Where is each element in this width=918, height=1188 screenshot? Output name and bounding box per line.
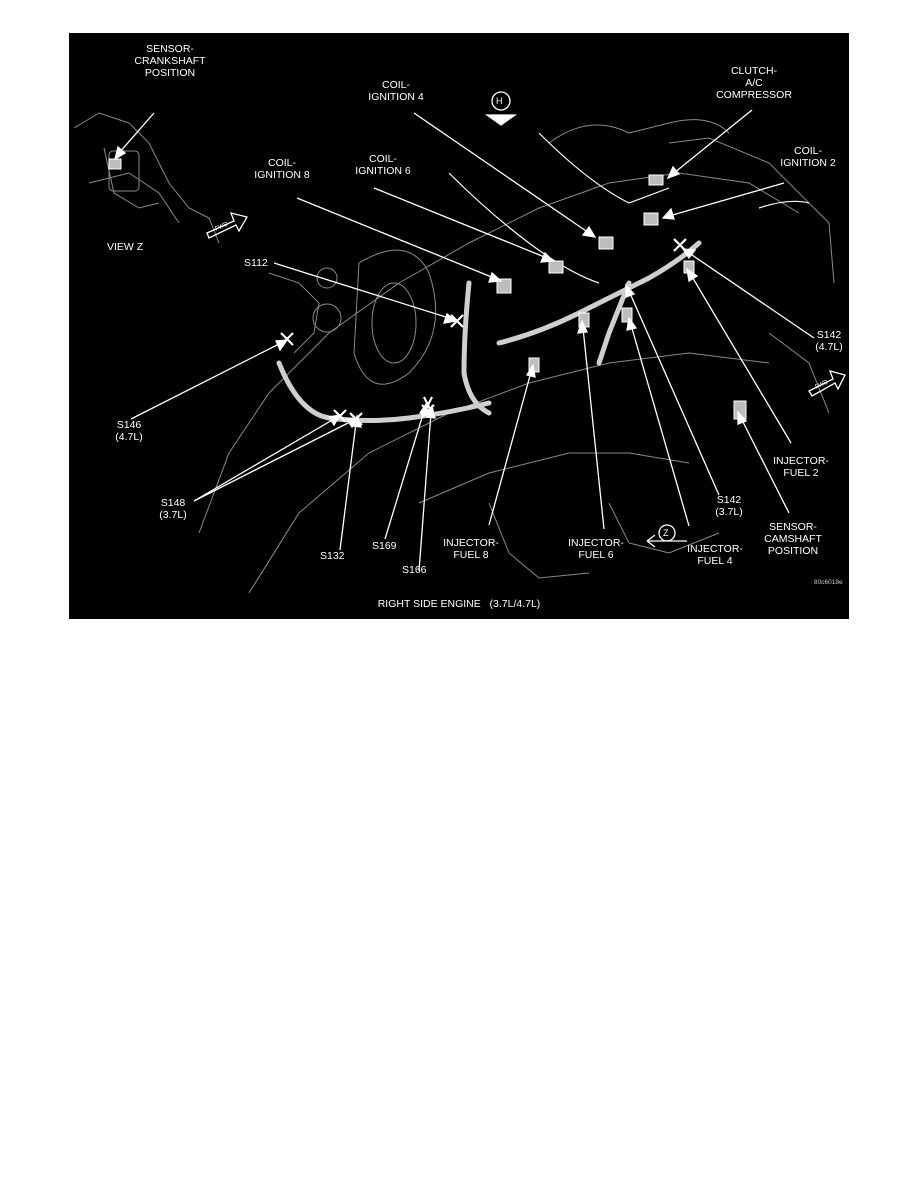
figure-caption: RIGHT SIDE ENGINE (3.7L/4.7L) bbox=[377, 598, 541, 610]
label-coil-ignition-8 bbox=[247, 157, 317, 181]
label-injector-fuel-2 bbox=[765, 455, 837, 479]
label-line: A/C bbox=[745, 77, 763, 89]
label-line: SENSOR- bbox=[769, 521, 817, 533]
label-s169: S169 bbox=[372, 540, 397, 552]
label-line: IGNITION 8 bbox=[254, 169, 310, 181]
label-coil-ignition-2 bbox=[773, 145, 843, 169]
label-s112: S112 bbox=[244, 257, 268, 269]
label-s146 bbox=[109, 419, 149, 443]
label-line: CRANKSHAFT bbox=[134, 55, 206, 67]
label-line: INJECTOR- bbox=[687, 543, 743, 555]
label-line: POSITION bbox=[144, 67, 196, 79]
label-line: FUEL 6 bbox=[578, 549, 614, 561]
label-s142-3-7l bbox=[709, 494, 749, 518]
label-injector-fuel-6 bbox=[560, 537, 632, 561]
label-injector-fuel-4 bbox=[679, 543, 751, 567]
marker-h-label: H bbox=[496, 96, 503, 106]
label-line: IGNITION 6 bbox=[355, 165, 411, 177]
label-line: (4.7L) bbox=[115, 431, 143, 443]
label-line: INJECTOR- bbox=[773, 455, 829, 467]
label-line: COIL- bbox=[368, 153, 397, 165]
label-line: IGNITION 2 bbox=[780, 157, 836, 169]
label-line: INJECTOR- bbox=[443, 537, 499, 549]
figure-reference-code: 80c6018e bbox=[814, 579, 843, 586]
label-line: CAMSHAFT bbox=[764, 533, 822, 545]
label-line: (3.7L) bbox=[159, 509, 187, 521]
label-clutch-ac-compressor bbox=[709, 65, 799, 101]
label-view-z: VIEW Z bbox=[107, 241, 144, 253]
label-line: CLUTCH- bbox=[730, 65, 778, 77]
label-line: S146 bbox=[116, 419, 142, 431]
label-line: IGNITION 4 bbox=[368, 91, 424, 103]
label-coil-ignition-6 bbox=[348, 153, 418, 177]
label-line: COIL- bbox=[381, 79, 410, 91]
fwd-arrow-label: FWD bbox=[214, 221, 230, 233]
label-s142-4-7l bbox=[809, 329, 849, 353]
label-crankshaft-position-sensor bbox=[123, 43, 217, 79]
label-coil-ignition-4 bbox=[361, 79, 431, 103]
label-line: (3.7L) bbox=[715, 506, 743, 518]
fwd-arrow-label: FWD bbox=[814, 379, 830, 391]
label-line: S142 bbox=[816, 329, 842, 341]
label-line: COMPRESSOR bbox=[716, 89, 792, 101]
label-line: COIL- bbox=[793, 145, 822, 157]
engine-diagram bbox=[69, 33, 849, 619]
label-injector-fuel-8 bbox=[435, 537, 507, 561]
label-s148 bbox=[153, 497, 193, 521]
label-line: (4.7L) bbox=[815, 341, 843, 353]
label-s166: S166 bbox=[402, 564, 427, 576]
engine-illustration bbox=[69, 33, 849, 619]
label-s132: S132 bbox=[320, 550, 345, 562]
label-line: INJECTOR- bbox=[568, 537, 624, 549]
label-line: SENSOR- bbox=[146, 43, 194, 55]
label-camshaft-position-sensor bbox=[747, 521, 839, 557]
label-line: FUEL 2 bbox=[783, 467, 819, 479]
label-line: COIL- bbox=[267, 157, 296, 169]
label-line: POSITION bbox=[767, 545, 819, 557]
label-line: S142 bbox=[716, 494, 742, 506]
label-line: S148 bbox=[160, 497, 186, 509]
label-line: FUEL 4 bbox=[697, 555, 733, 567]
marker-z-label: Z bbox=[663, 528, 669, 538]
label-line: FUEL 8 bbox=[453, 549, 489, 561]
